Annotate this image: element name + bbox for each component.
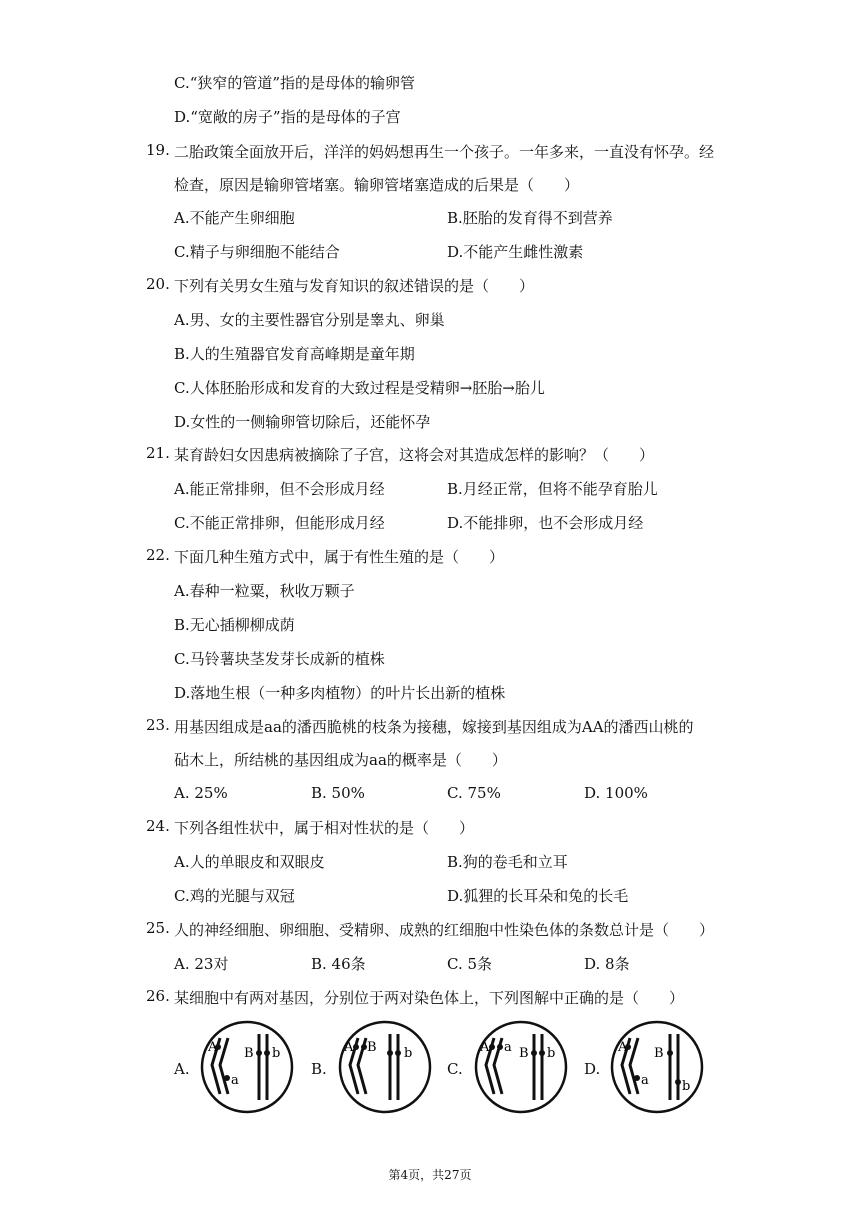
q26-option-c-label[interactable]: C. xyxy=(447,1060,463,1078)
gene-dot xyxy=(264,1050,270,1056)
q26-figure-d[interactable] xyxy=(610,1020,705,1115)
q19-stem-line2: 检查，原因是输卵管堵塞。输卵管堵塞造成的后果是（ ） xyxy=(174,176,580,194)
gene-label-a: a xyxy=(641,1073,649,1088)
q26-number: 26. xyxy=(146,987,170,1005)
gene-dot xyxy=(387,1050,393,1056)
q21-option-d[interactable]: D.不能排卵，也不会形成月经 xyxy=(447,514,644,532)
q25-option-d[interactable]: D. 8条 xyxy=(584,955,630,973)
gene-label-b: b xyxy=(404,1046,413,1061)
gene-dot xyxy=(667,1050,673,1056)
q22-option-a[interactable]: A.春种一粒粟，秋收万颗子 xyxy=(174,582,355,600)
cell-circle xyxy=(202,1022,292,1112)
q19-option-c[interactable]: C.精子与卵细胞不能结合 xyxy=(174,243,340,261)
q21-option-b[interactable]: B.月经正常，但将不能孕育胎儿 xyxy=(447,480,658,498)
gene-dot xyxy=(489,1044,495,1050)
q23-option-c[interactable]: C. 75% xyxy=(447,784,501,802)
q25-option-c[interactable]: C. 5条 xyxy=(447,955,493,973)
q24-option-b[interactable]: B.狗的卷毛和立耳 xyxy=(447,853,568,871)
cell-circle xyxy=(476,1022,566,1112)
q26-figure-b[interactable] xyxy=(338,1020,433,1115)
q26-figure-a[interactable] xyxy=(200,1020,295,1115)
cell-circle xyxy=(340,1022,430,1112)
gene-dot xyxy=(531,1050,537,1056)
q24-option-a[interactable]: A.人的单眼皮和双眼皮 xyxy=(174,853,325,871)
q26-option-b-label[interactable]: B. xyxy=(311,1060,327,1078)
q24-number: 24. xyxy=(146,817,170,835)
cell-circle xyxy=(612,1022,702,1112)
q22-option-d[interactable]: D.落地生根（一种多肉植物）的叶片长出新的植株 xyxy=(174,684,506,702)
gene-label-B: B xyxy=(367,1040,377,1055)
gene-label-B: B xyxy=(244,1046,254,1061)
gene-label-b: b xyxy=(547,1046,556,1061)
gene-label-B: B xyxy=(519,1046,529,1061)
gene-label-A: A xyxy=(208,1040,218,1055)
q24-stem: 下列各组性状中，属于相对性状的是（ ） xyxy=(174,819,475,837)
q23-stem-line1: 用基因组成是aa的潘西脆桃的枝条为接穗，嫁接到基因组成为AA的潘西山桃的 xyxy=(174,718,694,736)
q24-option-c[interactable]: C.鸡的光腿与双冠 xyxy=(174,887,295,905)
gene-dot xyxy=(353,1044,359,1050)
q26-option-a-label[interactable]: A. xyxy=(174,1060,190,1078)
q20-number: 20. xyxy=(146,275,170,293)
q25-option-b[interactable]: B. 46条 xyxy=(311,955,366,973)
q19-number: 19. xyxy=(146,141,170,159)
q21-option-c[interactable]: C.不能正常排卵，但能形成月经 xyxy=(174,514,385,532)
chromosome xyxy=(630,1038,638,1094)
q23-option-b[interactable]: B. 50% xyxy=(311,784,365,802)
gene-label-A: A xyxy=(344,1040,354,1055)
q19-option-d[interactable]: D.不能产生雌性激素 xyxy=(447,243,584,261)
q18-option-d: D.“宽敞的房子”指的是母体的子宫 xyxy=(174,108,401,126)
q22-number: 22. xyxy=(146,546,170,564)
q20-option-c[interactable]: C.人体胚胎形成和发育的大致过程是受精卵→胚胎→胎儿 xyxy=(174,379,545,397)
q18-option-c: C.“狭窄的管道”指的是母体的输卵管 xyxy=(174,74,416,92)
gene-label-a: a xyxy=(231,1073,239,1088)
gene-dot xyxy=(395,1050,401,1056)
q25-number: 25. xyxy=(146,919,170,937)
q19-option-b[interactable]: B.胚胎的发育得不到营养 xyxy=(447,209,613,227)
q22-option-c[interactable]: C.马铃薯块茎发芽长成新的植株 xyxy=(174,650,385,668)
q26-option-d-label[interactable]: D. xyxy=(584,1060,601,1078)
gene-label-b: b xyxy=(272,1046,281,1061)
q19-option-a[interactable]: A.不能产生卵细胞 xyxy=(174,209,295,227)
q25-option-a[interactable]: A. 23对 xyxy=(174,955,229,973)
gene-label-A: A xyxy=(480,1040,490,1055)
gene-dot xyxy=(497,1044,503,1050)
q22-stem: 下面几种生殖方式中，属于有性生殖的是（ ） xyxy=(174,548,505,566)
q24-option-d[interactable]: D.狐狸的长耳朵和兔的长毛 xyxy=(447,887,629,905)
q26-figure-c[interactable] xyxy=(474,1020,569,1115)
q20-option-b[interactable]: B.人的生殖器官发育高峰期是童年期 xyxy=(174,345,415,363)
q19-stem-line1: 二胎政策全面放开后，洋洋的妈妈想再生一个孩子。一年多来，一直没有怀孕。经 xyxy=(174,143,715,161)
gene-label-A: A xyxy=(618,1040,628,1055)
gene-dot xyxy=(539,1050,545,1056)
q21-number: 21. xyxy=(146,444,170,462)
q21-stem: 某育龄妇女因患病被摘除了子宫，这将会对其造成怎样的影响？（ ） xyxy=(174,446,655,464)
q23-stem-line2: 砧木上，所结桃的基因组成为aa的概率是（ ） xyxy=(174,751,507,769)
q22-option-b[interactable]: B.无心插柳柳成荫 xyxy=(174,616,295,634)
chromosome xyxy=(220,1038,228,1094)
q23-number: 23. xyxy=(146,716,170,734)
gene-dot xyxy=(256,1050,262,1056)
q23-option-a[interactable]: A. 25% xyxy=(174,784,228,802)
gene-label-B: B xyxy=(654,1046,664,1061)
q25-stem: 人的神经细胞、卵细胞、受精卵、成熟的红细胞中性染色体的条数总计是（ ） xyxy=(174,921,715,939)
q26-stem: 某细胞中有两对基因，分别位于两对染色体上，下列图解中正确的是（ ） xyxy=(174,989,685,1007)
gene-dot xyxy=(675,1079,681,1085)
gene-dot xyxy=(634,1075,640,1081)
q20-option-d[interactable]: D.女性的一侧输卵管切除后，还能怀孕 xyxy=(174,413,431,431)
q20-option-a[interactable]: A.男、女的主要性器官分别是睾丸、卵巢 xyxy=(174,311,445,329)
q20-stem: 下列有关男女生殖与发育知识的叙述错误的是（ ） xyxy=(174,277,535,295)
q21-option-a[interactable]: A.能正常排卵，但不会形成月经 xyxy=(174,480,385,498)
page-footer: 第4页，共27页 xyxy=(388,1168,472,1182)
q23-option-d[interactable]: D. 100% xyxy=(584,784,648,802)
gene-label-b: b xyxy=(682,1079,691,1094)
gene-label-a: a xyxy=(504,1040,512,1055)
gene-dot xyxy=(224,1075,230,1081)
